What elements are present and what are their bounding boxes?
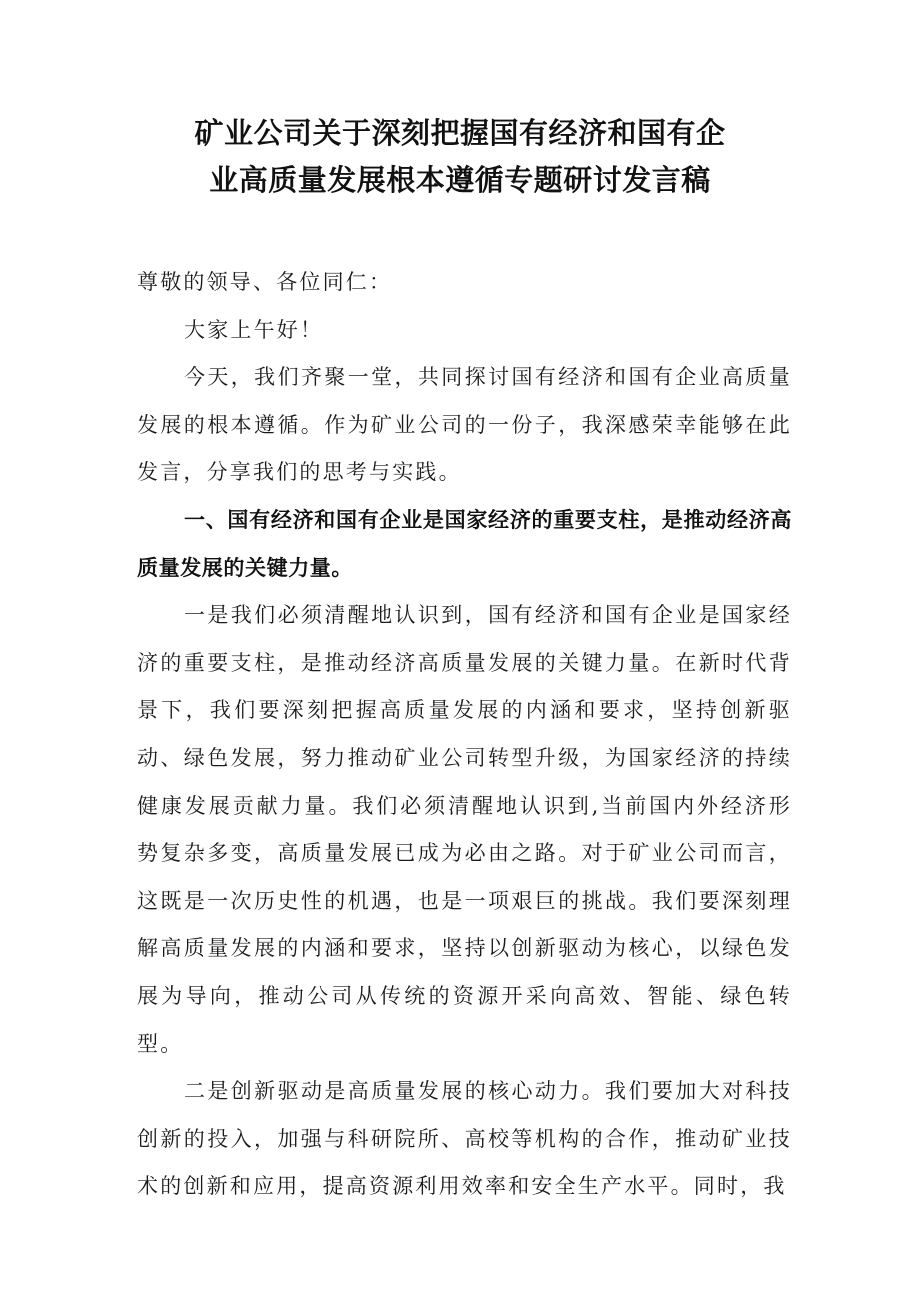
- greeting: 大家上午好！: [184, 317, 324, 342]
- document-body: [137, 259, 792, 1211]
- title-line-1: 矿业公司关于深刻把握国有经济和国有企: [194, 116, 726, 150]
- section-heading-1: 一、国有经济和国有企业是国家经济的重要支柱，是推动经济高质量发展的关键力量。: [137, 507, 792, 580]
- salutation: 尊敬的领导、各位同仁：: [137, 270, 393, 294]
- paragraph-point-2: 二是创新驱动是高质量发展的核心动力。我们要加大对科技创新的投入，加强与科研院所、高校等机构的合作，推动矿业技术的创新和应用，提高资源利用效率和安全生产水平。同时，我: [137, 1079, 792, 1199]
- document-title: [100, 110, 820, 204]
- title-line-2: 业高质量发展根本遵循专题研讨发言稿: [209, 163, 711, 197]
- paragraph-point-1: 一是我们必须清醒地认识到，国有经济和国有企业是国家经济的重要支柱，是推动经济高质量发展的关键力量。在新时代背景下，我们要深刻把握高质量发展的内涵和要求，坚持创新驱动、绿色发展，努力推动矿业公司转型升级，为国家经济的持续健康发展贡献力量。我们必须清醒地认识到,当前国内外经济形势复杂多变，高质量发展已成为必由之路。对于矿业公司而言，这既是一次历史性的机遇，也是一项艰巨的挑战。我们要深刻理解高质量发展的内涵和要求，坚持以创新驱动为核心，以绿色发展为导向，推动公司从传统的资源开采向高效、智能、绿色转型。: [137, 603, 792, 1056]
- paragraph-intro: 今天，我们齐聚一堂，共同探讨国有经济和国有企业高质量发展的根本遵循。作为矿业公司的一份子，我深感荣幸能够在此发言，分享我们的思考与实践。: [137, 365, 792, 485]
